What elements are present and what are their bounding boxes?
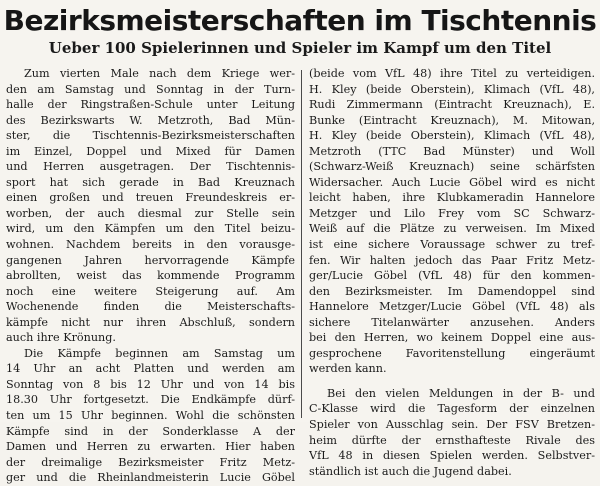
text-line: Sonntag von 8 bis 12 Uhr und von 14 bis	[6, 377, 295, 391]
text-line: den am Samstag und Sonntag in der Turn-	[6, 82, 295, 96]
text-line: Widersacher. Auch Lucie Göbel wird es nicht	[309, 175, 595, 189]
text-line: Kämpfe sind in der Sonderklasse A der	[6, 424, 295, 438]
text-line: einen großen und treuen Freundeskreis er-	[6, 191, 295, 205]
text-line: und Herren ausgetragen. Der Tischtennis-	[6, 160, 295, 174]
text-line: Hannelore Metzger/Lucie Göbel (VfL 48) als	[309, 300, 595, 314]
left-column	[6, 66, 295, 486]
text-line: wird, um den Kämpfen um den Titel beizu-	[6, 222, 295, 236]
text-line: (Schwarz-Weiß Kreuznach) seine schärfsten	[309, 160, 595, 174]
text-line: Die Kämpfe beginnen am Samstag um	[24, 346, 295, 360]
text-line: gangenen Jahren hervorragende Kämpfe	[6, 253, 295, 267]
text-line: ster, die Tischtennis-Bezirksmeisterschaften	[6, 129, 295, 143]
text-line: den Bezirksmeister. Im Damendoppel sind	[309, 284, 595, 298]
text-line: Rudi Zimmermann (Eintracht Kreuznach), E.	[309, 98, 595, 112]
text-line: Bei den vielen Meldungen in der B- und	[327, 386, 595, 400]
text-line: heim dürfte der ernsthafteste Rivale des	[309, 433, 595, 447]
text-line: H. Kley (beide Oberstein), Klimach (VfL 48),	[309, 82, 595, 96]
text-line: 18.30 Uhr fortgesetzt. Die Endkämpfe dürf-	[6, 393, 295, 407]
text-line: auch ihre Krönung.	[6, 331, 116, 345]
right-column	[309, 66, 595, 479]
text-line: sport hat sich gerade in Bad Kreuznach	[6, 175, 295, 189]
text-line: ger und die Rheinlandmeisterin Lucie Göbel	[6, 471, 295, 485]
text-line: Wochenende finden die Meisterschafts-	[6, 300, 295, 314]
subheadline: Ueber 100 Spielerinnen und Spieler im Kampf um den Titel	[48, 39, 552, 57]
headline: Bezirksmeisterschaften im Tischtennis	[3, 4, 597, 37]
text-line: C-Klasse wird die Tagesform der einzelnen	[309, 402, 595, 416]
text-line: (beide vom VfL 48) ihre Titel zu verteidigen.	[309, 67, 595, 80]
text-line: halle der Ringstraßen-Schule unter Leitung	[6, 98, 295, 112]
text-line: ger/Lucie Göbel (VfL 48) für den kommen-	[309, 269, 595, 283]
text-line: leicht haben, ihre Klubkameradin Hannelore	[309, 191, 595, 205]
text-line: bei den Herren, wo keinem Doppel eine aus-	[309, 331, 595, 345]
text-line: Spieler von Ausschlag sein. Der FSV Bretzen-	[309, 418, 595, 432]
text-line: sichere Titelanwärter anzusehen. Anders	[309, 315, 595, 329]
text-line: werden kann.	[309, 362, 387, 376]
text-line: im Einzel, Doppel und Mixed für Damen	[6, 144, 295, 158]
column-rule	[301, 70, 302, 418]
text-line: Damen und Herren zu erwarten. Hier haben	[6, 440, 295, 454]
text-line: ständlich ist auch die Jugend dabei.	[309, 464, 512, 478]
text-line: des Bezirkswarts W. Metzroth, Bad Mün-	[6, 113, 295, 127]
text-line: 14 Uhr an acht Platten und werden am	[6, 362, 295, 376]
text-line: ist eine sichere Voraussage schwer zu tref-	[309, 238, 595, 252]
text-line: wohnen. Nachdem bereits in den vorausge-	[6, 238, 295, 252]
text-line: kämpfe nicht nur ihren Abschluß, sondern	[6, 315, 295, 329]
text-line: Weiß auf die Plätze zu verweisen. Im Mixed	[309, 222, 595, 236]
text-line: Bunke (Eintracht Kreuznach), M. Mitowan,	[309, 113, 595, 127]
text-line: ten um 15 Uhr beginnen. Wohl die schönsten	[6, 409, 295, 423]
text-line: Metzroth (TTC Bad Münster) und Woll	[309, 144, 595, 158]
text-line: gesprochene Favoritenstellung eingeräumt	[309, 346, 595, 360]
text-line: H. Kley (beide Oberstein), Klimach (VfL 48),	[309, 129, 595, 143]
text-line: Metzger und Lilo Frey vom SC Schwarz-	[309, 206, 595, 220]
paragraph-gap	[309, 377, 595, 386]
text-line: worben, der auch diesmal zur Stelle sein	[6, 206, 295, 220]
text-line: fen. Wir halten jedoch das Paar Fritz Metz-	[309, 253, 595, 267]
text-line: VfL 48 in diesen Spielen werden. Selbstver-	[309, 449, 595, 463]
text-line: abrollten, weist das kommende Programm	[6, 269, 295, 283]
text-line: der dreimalige Bezirksmeister Fritz Metz-	[6, 455, 295, 469]
text-line: noch eine weitere Steigerung auf. Am	[6, 284, 295, 298]
text-line: Zum vierten Male nach dem Kriege wer-	[24, 67, 295, 80]
